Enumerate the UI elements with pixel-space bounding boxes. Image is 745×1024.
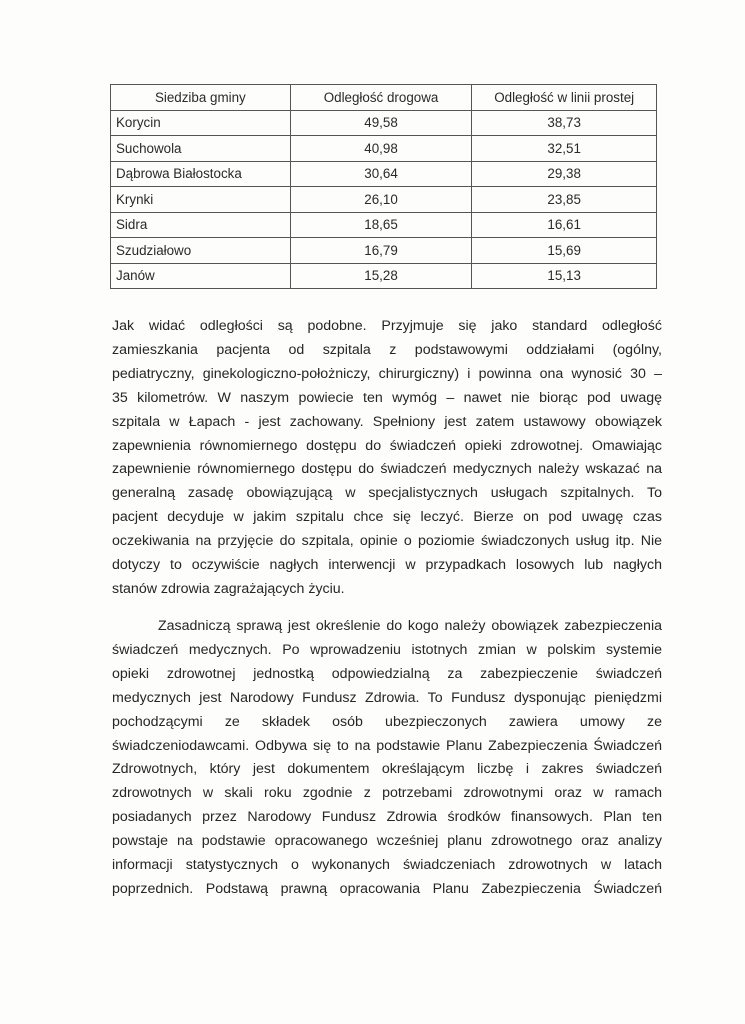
text-line: generalną zasadę obowiązującą w specjalistycznych usługach szpitalnych. To — [112, 485, 662, 502]
cell-straight: 38,73 — [472, 110, 657, 136]
table-row — [111, 263, 657, 289]
text-line: 35 kilometrów. W naszym powiecie ten wymóg – nawet nie biorąc pod uwagę — [112, 389, 662, 406]
paragraph-2 — [112, 615, 662, 902]
text-line: medycznych jest Narodowy Fundusz Zdrowia. To Fundusz dysponując pieniędzmi — [112, 689, 662, 706]
table-row — [111, 110, 657, 136]
text-line: zdrowotnych w skali roku zgodnie z potrzebami zdrowotnymi oraz w ramach — [112, 785, 662, 802]
cell-straight: 15,13 — [472, 263, 657, 289]
text-line: zamieszkania pacjenta od szpitala z podstawowymi oddziałami (ogólny, — [112, 341, 662, 358]
text-line: Jak widać odległości są podobne. Przyjmuje się jako standard odległość — [112, 318, 662, 334]
text-line: poprzednich. Podstawą prawną opracowania Planu Zabezpieczenia Świadczeń — [112, 880, 662, 897]
text-line: posiadanych przez Narodowy Fundusz Zdrowia środków finansowych. Plan ten — [112, 809, 662, 826]
text-line: pochodzącymi ze składek osób ubezpieczonych zawiera umowy ze — [112, 713, 662, 730]
distance-table — [110, 84, 657, 289]
text-line: stanów zdrowia zagrażających życiu. — [112, 580, 345, 597]
cell-road: 49,58 — [290, 110, 472, 136]
text-line: oczekiwania na przyjęcie do szpitala, opinie o poziomie świadczonych usług itp. Nie — [112, 533, 662, 550]
cell-commune: Suchowola — [111, 136, 291, 162]
cell-road: 15,28 — [290, 263, 472, 289]
paragraph-1 — [112, 315, 662, 602]
text-line: dotyczy to oczywiście nagłych interwencji w przypadkach losowych lub nagłych — [112, 557, 662, 574]
table-row — [111, 238, 657, 264]
text-line: zapewnienie równomiernego dostępu do świadczeń medycznych należy wskazać na — [112, 461, 662, 478]
cell-commune: Korycin — [111, 110, 291, 136]
text-line: opieki zdrowotnej jednostką odpowiedzialną za zabezpieczenie świadczeń — [112, 665, 662, 682]
cell-road: 30,64 — [290, 161, 472, 187]
cell-road: 18,65 — [290, 212, 472, 238]
table-row — [111, 212, 657, 238]
cell-commune: Krynki — [111, 187, 291, 213]
text-line: powstaje na podstawie opracowanego wcześniej planu zdrowotnego oraz analizy — [112, 833, 662, 850]
text-line: świadczeń medycznych. Po wprowadzeniu istotnych zmian w polskim systemie — [112, 641, 662, 658]
table-row — [111, 136, 657, 162]
cell-commune: Sidra — [111, 212, 291, 238]
cell-straight: 23,85 — [472, 187, 657, 213]
cell-road: 16,79 — [290, 238, 472, 264]
text-line: szpitala w Łapach - jest zachowany. Spełniony jest zatem ustawowy obowiązek — [112, 413, 662, 430]
text-line: pediatryczny, ginekologiczno-położniczy, chirurgiczny) i powinna ona wynosić 30 – — [112, 365, 662, 382]
text-line: informacji statystycznych o wykonanych świadczeniach zdrowotnych w latach — [112, 857, 662, 874]
cell-commune: Janów — [111, 263, 291, 289]
text-line: Zasadniczą sprawą jest określenie do kogo należy obowiązek zabezpieczenia — [158, 618, 662, 634]
text-line: świadczeniodawcami. Odbywa się to na podstawie Planu Zabezpieczenia Świadczeń — [112, 737, 662, 754]
text-line: pacjent decyduje w jakim szpitalu chce się leczyć. Bierze on pod uwagę czas — [112, 509, 662, 526]
cell-straight: 32,51 — [472, 136, 657, 162]
table-header-row — [111, 85, 657, 111]
table-row — [111, 161, 657, 187]
text-line: zapewnienia równomiernego dostępu do świadczeń opieki zdrowotnej. Omawiając — [112, 437, 662, 454]
text-line: Zdrowotnych, który jest dokumentem określającym liczbę i zakres świadczeń — [112, 761, 662, 778]
cell-commune: Szudziałowo — [111, 238, 291, 264]
cell-straight: 29,38 — [472, 161, 657, 187]
cell-road: 26,10 — [290, 187, 472, 213]
cell-straight: 15,69 — [472, 238, 657, 264]
header-commune-seat: Siedziba gminy — [111, 85, 291, 111]
cell-road: 40,98 — [290, 136, 472, 162]
table-row — [111, 187, 657, 213]
header-straight-distance: Odległość w linii prostej — [472, 85, 657, 111]
cell-commune: Dąbrowa Białostocka — [111, 161, 291, 187]
cell-straight: 16,61 — [472, 212, 657, 238]
header-road-distance: Odległość drogowa — [290, 85, 472, 111]
